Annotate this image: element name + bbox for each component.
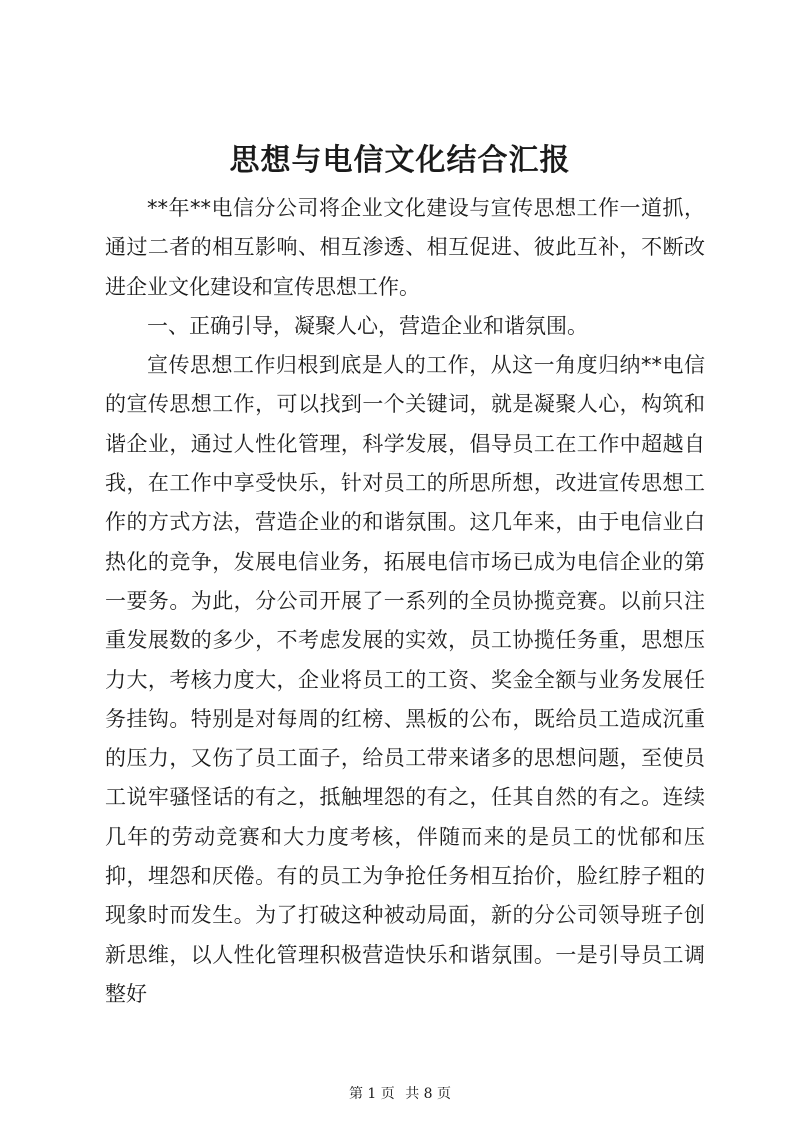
page-number: 第 1 页 <box>348 1086 395 1102</box>
document-body <box>105 189 705 1014</box>
section-heading: 一、正确引导，凝聚人心，营造企业和谐氛围。 <box>147 313 588 338</box>
document-title: 思想与电信文化结合汇报 <box>229 143 571 178</box>
paragraph-intro: **年**电信分公司将企业文化建设与宣传思想工作一道抓，通过二者的相互影响、相互渗透、相互促进、彼此互补，不断改进企业文化建设和宣传思想工作。 <box>105 196 705 299</box>
page-total: 共 8 页 <box>405 1086 452 1102</box>
page-footer <box>0 1085 800 1103</box>
paragraph-body: 宣传思想工作归根到底是人的工作，从这一角度归纳**电信的宣传思想工作，可以找到一个关键词，就是凝聚人心，构筑和谐企业，通过人性化管理，科学发展，倡导员工在工作中超越自我，在工作中享受快乐，针对员工的所思所想，改进宣传思想工作的方式方法，营造企业的和谐氛围。这几年来，由于电信业白热化的竞争，发展电信业务，拓展电信市场已成为电信企业的第一要务。为此，分公司开展了一系列的全员协揽竞赛。以前只注重发展数的多少，不考虑发展的实效，员工协揽任务重，思想压力大，考核力度大，企业将员工的工资、奖金全额与业务发展任务挂钩。特别是对每周的红榜、黑板的公布，既给员工造成沉重的压力，又伤了员工面子，给员工带来诸多的思想问题，至使员工说牢骚怪话的有之，抵触埋怨的有之，任其自然的有之。连续几年的劳动竞赛和大力度考核，伴随而来的是员工的忧郁和压抑，埋怨和厌倦。有的员工为争抢任务相互抬价，脸红脖子粗的现象时而发生。为了打破这种被动局面，新的分公司领导班子创新思维，以人性化管理积极营造快乐和谐氛围。一是引导员工调整好 <box>105 353 705 1006</box>
